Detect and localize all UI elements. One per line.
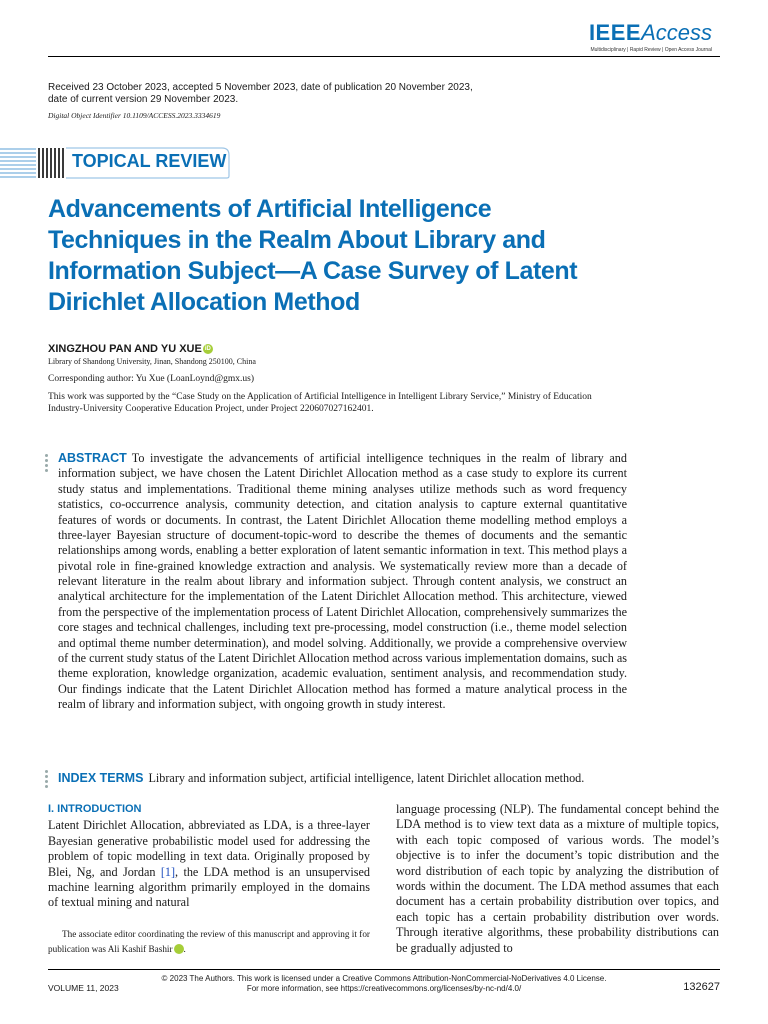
corresponding-author: Corresponding author: Yu Xue (LoanLoynd@gmx.us): [48, 374, 255, 384]
funding-note: This work was supported by the “Case Study on the Application of Artificial Intelligence in Intelligent Library Service,” Ministry of Education Industry-University Cooperative Education Project, under Project 220607027162401.: [48, 392, 592, 414]
brand-ieee: IEEE: [588, 20, 642, 45]
abstract-dots-icon: [45, 454, 49, 474]
citation-link[interactable]: [1]: [160, 864, 176, 879]
doi: Digital Object Identifier 10.1109/ACCESS.2023.3334619: [48, 111, 221, 120]
page-number: 132627: [683, 981, 720, 993]
index-terms-text: Library and information subject, artificial intelligence, latent Dirichlet allocation method.: [148, 771, 585, 785]
intro-text-part1: Latent Dirichlet Allocation, abbreviated as LDA, is a three-layer Bayesian generative probabilistic model used for addressing the problem of topic modelling in text data. Originally proposed by Blei, Ng, and Jordan: [48, 818, 370, 879]
intro-paragraph: [48, 818, 370, 910]
index-terms-heading: INDEX TERMS: [58, 771, 144, 785]
intro-text-part2: , the LDA method is an unsupervised machine learning algorithm primarily employed in the domains of textual mining and natural: [48, 864, 371, 910]
license-line-1: © 2023 The Authors. This work is licensed under a Creative Commons Attribution-NonCommercial-NoDerivatives 4.0 License.: [161, 974, 607, 983]
author-names: XINGZHOU PAN AND YU XUE: [48, 343, 202, 355]
intro-column-left: [48, 802, 370, 911]
journal-brand: [589, 20, 712, 53]
volume-label: VOLUME 11, 2023: [48, 983, 119, 993]
orcid-icon[interactable]: iD: [204, 346, 211, 352]
brand-tagline: Multidisciplinary | Rapid Review | Open Access Journal: [590, 47, 712, 53]
abstract-text: To investigate the advancements of artificial intelligence techniques in the realm of library and information subject, we have chosen the Latent Dirichlet Allocation method as a case study to explore its current study status and implementations. Traditional theme mining analyses utilize methods such as word frequency statistics, co-occurrence analysis, community detection, and citation analysis to capture external quantitative features of words or documents. In contrast, the Latent Dirichlet Allocation theme modelling method employs a three-layer Bayesian structure of document-topic-word to describe the themes of documents and the semantic relationships among words, enabling a better exploration of latent semantic information in text. This method plays a pivotal role in fine-grained knowledge extraction and analysis. We systematically review more than a decade of relevant literature in the realm about library and information subject. Through content analysis, we construct an analytical architecture for the implementation of the Latent Dirichlet Allocation method. This architecture, viewed from the perspective of the implementation process of Latent Dirichlet Allocation, comprehensively summarizes the core stages and technical challenges, including text pre-processing, model construction (i.e., theme model selection and optimal theme number determination), and model solving. Additionally, we provide a comprehensive overview of the current study status of the Latent Dirichlet Allocation method across various implementation domains, such as theme exploration, knowledge organization, academic evaluation, sentiment analysis, and recommendation study. Our findings indicate that the Latent Dirichlet Allocation method has formed a mature analytical process in the realm of library and information subject, with ongoing growth in study interest.: [58, 451, 627, 711]
license-line-2[interactable]: For more information, see https://creativecommons.org/licenses/by-nc-nd/4.0/: [246, 984, 522, 993]
orcid-icon[interactable]: iD: [174, 944, 184, 954]
paper-title: Advancements of Artificial Intelligence Techniques in the Realm About Library and Information Subject—A Case Survey of Latent Dirichlet Allocation Method: [48, 195, 578, 316]
footer-rule: [48, 969, 720, 970]
editor-footnote: The associate editor coordinating the review of this manuscript and approving it for publication was Ali Kashif Bashir iD.: [48, 929, 370, 954]
footnote-text: The associate editor coordinating the review of this manuscript and approving it for publication was Ali Kashif Bashir: [48, 929, 370, 954]
authors: [48, 343, 213, 355]
abstract: [58, 451, 627, 712]
header-rule: [48, 56, 720, 57]
index-terms-dots-icon: [45, 770, 49, 790]
intro-column-right: language processing (NLP). The fundamental concept behind the LDA method is to view text data as a mixture of multiple topics, with each topic composed of various words. The model’s objective is to infer the document’s topic distribution and the word distribution of each topic by analyzing the distribution of words within the document. The LDA method assumes that each document has a certain probability distribution over topics, and each topic has a certain probability distribution over words. Through iterative algorithms, these probability distributions can be gradually adjusted to: [396, 802, 719, 955]
banner-label: TOPICAL REVIEW: [72, 151, 227, 171]
brand-access: Access: [641, 20, 712, 45]
section-heading-introduction: I. INTRODUCTION: [48, 803, 142, 815]
abstract-heading: ABSTRACT: [58, 451, 127, 465]
affiliation: Library of Shandong University, Jinan, Shandong 250100, China: [48, 357, 256, 366]
received-dates: Received 23 October 2023, accepted 5 November 2023, date of publication 20 November 2023, date of current version 29 November 2023.: [48, 82, 473, 105]
index-terms: [58, 771, 658, 786]
